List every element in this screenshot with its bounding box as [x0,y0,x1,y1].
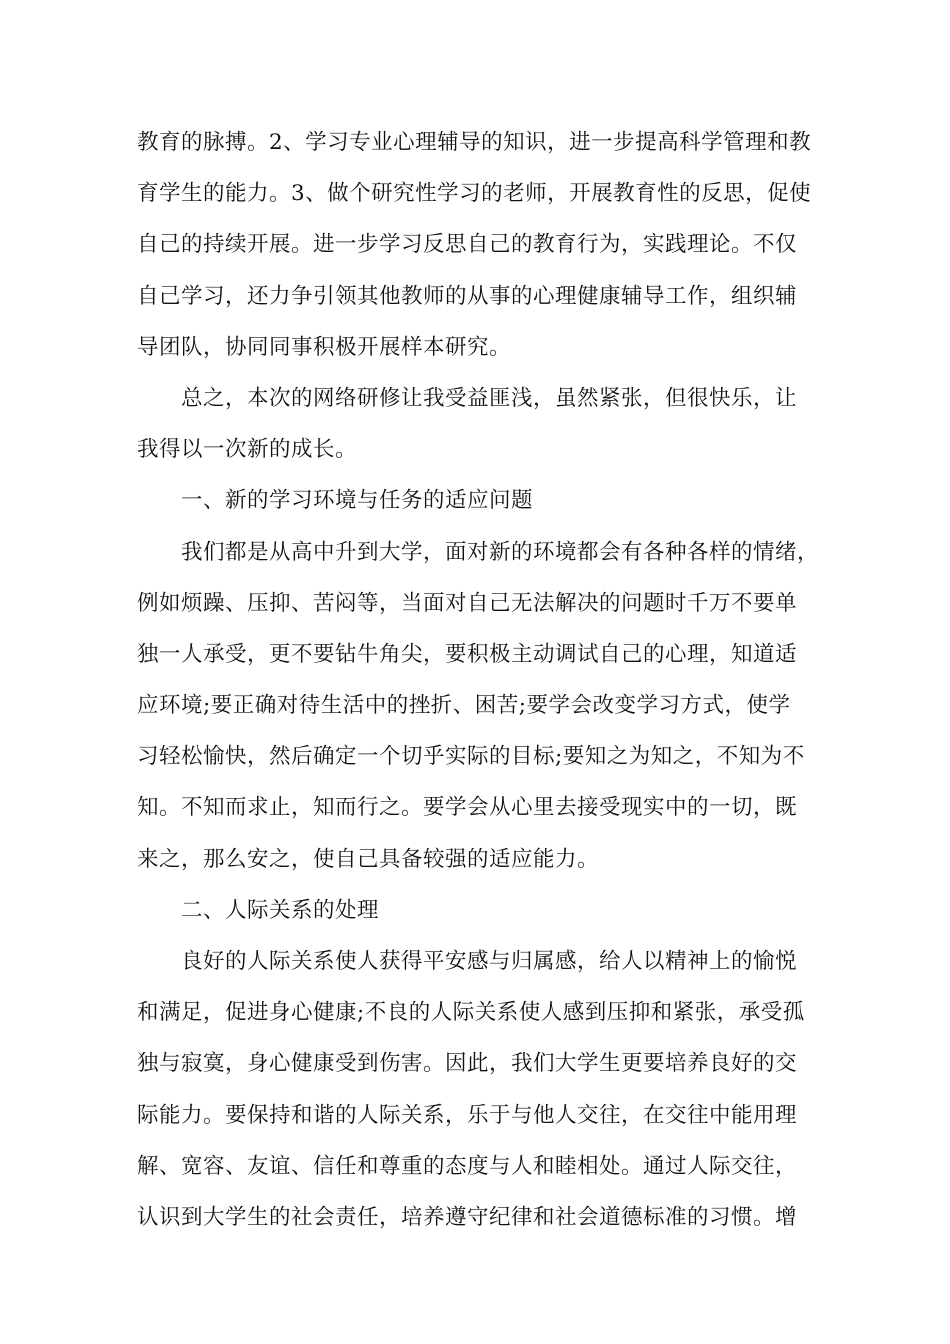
text-line: 知。不知而求止，知而行之。要学会从心里去接受现实中的一切，既 [137,795,798,821]
text-line: 独一人承受，更不要钻牛角尖，要积极主动调试自己的心理，知道适 [137,641,798,667]
text-line: 际能力。要保持和谐的人际关系，乐于与他人交往，在交往中能用理 [137,1102,798,1128]
paragraph-first-line: 我们都是从高中升到大学，面对新的环境都会有各种各样的情绪， [181,539,820,565]
document-body [137,117,827,1243]
text-line: 应环境;要正确对待生活中的挫折、困苦;要学会改变学习方式，使学 [137,693,791,719]
text-line: 导团队，协同同事积极开展样本研究。 [137,334,512,360]
text-line: 独与寂寞，身心健康受到伤害。因此，我们大学生更要培养良好的交 [137,1051,798,1077]
paragraph-first-line: 总之，本次的网络研修让我受益匪浅，虽然紧张，但很快乐，让 [181,385,798,411]
section-heading: 一、新的学习环境与任务的适应问题 [181,488,534,514]
text-line: 自己的持续开展。进一步学习反思自己的教育行为，实践理论。不仅 [137,232,798,258]
text-line: 例如烦躁、压抑、苦闷等，当面对自己无法解决的问题时千万不要单 [137,590,798,616]
text-line: 育学生的能力。3、做个研究性学习的老师，开展教育性的反思，促使 [137,181,812,207]
section-heading: 二、人际关系的处理 [181,897,380,923]
paragraph-first-line: 良好的人际关系使人获得平安感与归属感，给人以精神上的愉悦 [181,949,798,974]
text-line: 自己学习，还力争引领其他教师的从事的心理健康辅导工作，组织辅 [137,283,798,309]
text-line: 和满足，促进身心健康;不良的人际关系使人感到压抑和紧张，承受孤 [137,1000,805,1026]
text-line: 来之，那么安之，使自己具备较强的适应能力。 [137,846,600,872]
text-line: 习轻松愉快，然后确定一个切乎实际的目标;要知之为知之，不知为不 [137,744,805,770]
text-line: 我得以一次新的成长。 [137,437,358,463]
text-line: 解、宽容、友谊、信任和尊重的态度与人和睦相处。通过人际交往， [137,1153,798,1179]
text-line: 认识到大学生的社会责任，培养遵守纪律和社会道德标准的习惯。增 [137,1204,798,1230]
text-line: 教育的脉搏。2、学习专业心理辅导的知识，进一步提高科学管理和教 [137,130,812,155]
